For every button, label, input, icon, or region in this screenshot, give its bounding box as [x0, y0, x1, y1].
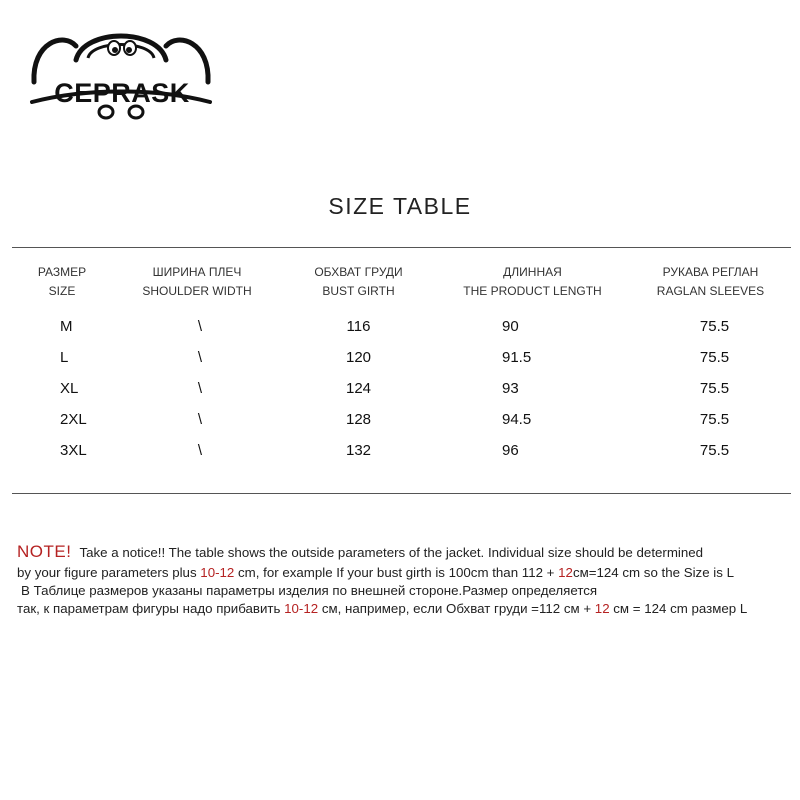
table-row: [12, 435, 791, 466]
cell-size: XL: [60, 380, 79, 397]
cell-length: 93: [502, 380, 519, 397]
note-highlight: 10-12: [200, 565, 235, 580]
header-label-en: THE PRODUCT LENGTH: [463, 284, 602, 298]
brand-name: CEPRASK: [54, 78, 190, 108]
size-note: [17, 540, 787, 618]
brand-logo: [26, 22, 216, 122]
cell-raglan: 75.5: [699, 411, 730, 428]
header-label-ru: ОБХВАТ ГРУДИ: [314, 265, 403, 279]
note-text: см, например, если Обхват груди =112 см +: [318, 601, 595, 616]
note-line-2: [17, 564, 787, 582]
cell-size: 3XL: [60, 442, 87, 459]
cell-size: 2XL: [60, 411, 87, 428]
note-text: Take a notice!! The table shows the outside parameters of the jacket. Individual size should be determined: [79, 545, 704, 560]
note-text: cm, for example If your bust girth is 100cm than 112 +: [234, 565, 559, 580]
note-highlight: 12: [594, 601, 610, 616]
cell-bust: 124: [345, 380, 372, 397]
note-highlight: 10-12: [284, 601, 319, 616]
cell-raglan: 75.5: [699, 442, 730, 459]
header-label-ru: ШИРИНА ПЛЕЧ: [152, 265, 242, 279]
note-label: NOTE!: [17, 542, 72, 561]
header-size: [12, 263, 112, 311]
cell-shoulder: \: [197, 318, 203, 335]
header-label-ru: РУКАВА РЕГЛАН: [662, 265, 759, 279]
cell-shoulder: \: [197, 349, 203, 366]
table-bottom-divider: [12, 493, 791, 494]
note-highlight: 12: [558, 565, 573, 580]
note-text: см=124 cm so the Size is L: [572, 565, 734, 580]
header-label-ru: РАЗМЕР: [37, 265, 87, 279]
cell-raglan: 75.5: [699, 349, 730, 366]
table-header-row: [12, 263, 791, 311]
note-text: by your figure parameters plus: [17, 565, 201, 580]
cell-length: 90: [502, 318, 519, 335]
header-shoulder-width: [112, 263, 282, 311]
header-label-en: RAGLAN SLEEVES: [656, 284, 765, 298]
header-bust-girth: [282, 263, 435, 311]
cell-length: 94.5: [502, 411, 532, 428]
note-text: так, к параметрам фигуры надо прибавить: [17, 601, 285, 616]
header-product-length: [435, 263, 630, 311]
table-row: [12, 311, 791, 342]
cell-size: M: [60, 318, 73, 335]
table-top-divider: [12, 247, 791, 248]
note-text: В Таблице размеров указаны параметры изделия по внешней стороне.Размер определяется: [21, 583, 598, 598]
header-raglan-sleeves: [630, 263, 791, 311]
note-line-3: [17, 582, 787, 600]
cell-raglan: 75.5: [699, 380, 730, 397]
cell-bust: 128: [345, 411, 372, 428]
cell-shoulder: \: [197, 442, 203, 459]
size-table: [12, 263, 791, 466]
cell-shoulder: \: [197, 411, 203, 428]
table-row: [12, 373, 791, 404]
cell-bust: 116: [346, 318, 371, 335]
header-label-en: SHOULDER WIDTH: [142, 284, 252, 298]
note-text: см = 124 cm размер L: [609, 601, 748, 616]
table-row: [12, 404, 791, 435]
cell-length: 96: [502, 442, 519, 459]
header-label-ru: ДЛИННАЯ: [503, 265, 562, 279]
cell-bust: 120: [345, 349, 372, 366]
header-label-en: SIZE: [48, 284, 76, 298]
table-row: [12, 342, 791, 373]
cell-bust: 132: [345, 442, 372, 459]
cell-raglan: 75.5: [699, 318, 730, 335]
note-line-1: [17, 540, 787, 564]
note-line-4: [17, 600, 787, 618]
cell-size: L: [60, 349, 69, 366]
page-title: SIZE TABLE: [328, 193, 472, 219]
header-label-en: BUST GIRTH: [322, 284, 395, 298]
cell-shoulder: \: [197, 380, 203, 397]
cell-length: 91.5: [502, 349, 532, 366]
